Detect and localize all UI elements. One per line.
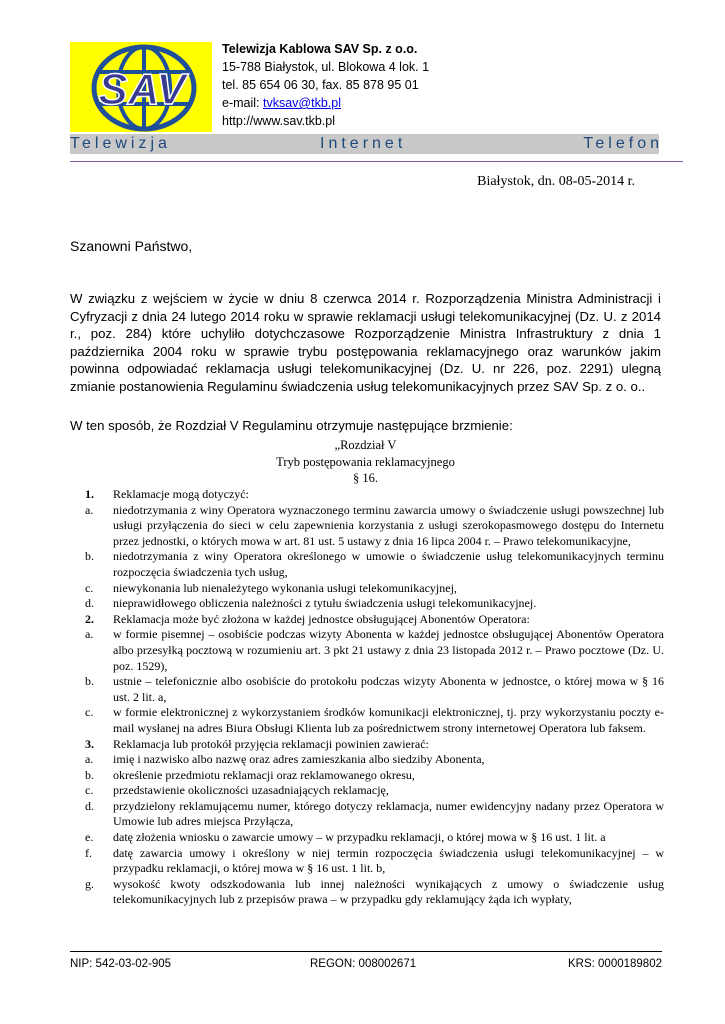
intro-paragraph: W związku z wejściem w życie w dniu 8 czerwca 2014 r. Rozporządzenia Ministra Administracji i Cyfryzacji z dnia 24 lutego 2014 roku w sprawie reklamacji usługi telekomunikacyjnej (Dz. U. z 2014 r., poz. 284) które uchyliło dotychczasowe Rozporządzenie Ministra Infrastruktury z dnia 1 października 2004 roku w sprawie trybu postępowania reklamacyjnego oraz warunków jakim powinna odpowiadać reklamacja usługi telekomunikacyjnej (Dz. U. nr 226, poz. 2291) ulegną zmianie postanowienia Regulaminu świadczenia usług telekomunikacyjnych przez SAV Sp. z o. o.. [70, 291, 661, 394]
logo-text: SAV [98, 65, 186, 114]
list-item [85, 768, 664, 784]
list-marker: e. [85, 830, 94, 845]
list-item [85, 783, 664, 799]
list-marker: 1. [85, 487, 94, 501]
company-info [222, 40, 429, 130]
service-internet: Internet [320, 135, 407, 152]
list-marker: 2. [85, 611, 94, 626]
globe-logo-icon [70, 42, 212, 132]
company-name: Telewizja Kablowa SAV Sp. z o.o. [222, 42, 418, 56]
footer-regon: REGON: 008002671 [310, 958, 417, 970]
list-item [85, 799, 664, 830]
list-marker: a. [85, 752, 94, 767]
list-marker: 3. [85, 736, 94, 751]
list-marker: c. [85, 705, 94, 720]
list-item [85, 581, 664, 597]
list-text: wysokość kwoty odszkodowania lub innej należności wynikających z umowy o świadczenie usług telekomunikacyjnych lub z przepisów prawa – w przypadku gdy reklamujący żąda ich wypłaty, [113, 876, 664, 907]
list-marker: g. [85, 876, 94, 891]
service-tv: Telewizja [70, 135, 171, 152]
list-item [85, 846, 664, 877]
footer-nip: NIP: 542-03-02-905 [70, 958, 172, 970]
list-text: ustnie – telefonicznie albo osobiście do protokołu podczas wizyty Abonenta w jednostce, o której mowa w § 16 ust. 2 lit. a, [113, 674, 664, 704]
list-item [85, 487, 664, 503]
list-text: Reklamacja może być złożona w każdej jednostce obsługującej Abonentów Operatora: [113, 611, 530, 626]
services-band [70, 134, 663, 154]
list-text: w formie elektronicznej z wykorzystaniem środków komunikacji elektronicznej, tj. przy wykorzystaniu poczty e-mail wysłanej na adres Biura Obsługi Klienta lub za pośrednictwem strony internetowej Operatora lub faksem. [113, 705, 664, 735]
list-item [85, 737, 664, 753]
company-email-line [222, 94, 429, 112]
list-item [85, 830, 664, 846]
list-text: niewykonania lub nienależytego wykonania usługi telekomunikacyjnej, [113, 580, 457, 595]
list-text: Reklamacje mogą dotyczyć: [113, 487, 249, 501]
list-marker: b. [85, 767, 94, 782]
company-address: 15-788 Białystok, ul. Blokowa 4 lok. 1 [222, 60, 430, 74]
service-phone: Telefon [583, 135, 663, 152]
list-item [85, 612, 664, 628]
chapter-title: „Rozdział V [334, 438, 397, 452]
company-website[interactable]: http://www.sav.tkb.pl [222, 114, 336, 128]
chapter-subtitle: Tryb postępowania reklamacyjnego [276, 455, 455, 469]
list-marker: b. [85, 674, 94, 689]
list-item [85, 503, 664, 550]
list-item [85, 752, 664, 768]
section-number: § 16. [353, 471, 378, 485]
list-marker: a. [85, 627, 94, 642]
list-text: datę złożenia wniosku o zawarcie umowy – w przypadku reklamacji, o której mowa w § 16 ust. 1 lit. a [113, 830, 606, 845]
company-phone: tel. 85 654 06 30, fax. 85 878 95 01 [222, 78, 419, 92]
header-divider [70, 161, 683, 162]
list-text: przedstawienie okoliczności uzasadniających reklamację, [113, 783, 389, 798]
email-link[interactable]: tvksav@tkb.pl [262, 96, 341, 110]
list-text: niedotrzymania z winy Operatora określonego w umowie o świadczenie usług telekomunikacyjnych terminu rozpoczęcia świadczenia tych usług, [113, 549, 664, 579]
letter-date: Białystok, dn. 08-05-2014 r. [477, 174, 635, 189]
list-text: niedotrzymania z winy Operatora wyznaczonego terminu zawarcia umowy o świadczenie usługi powszechnej lub usługi przyłączenia do sieci w celu zapewnienia korzystania z usługi szerokopasmowego dostępu do Internetu przez jednostki, o których mowa w art. 81 ust. 5 ustawy z dnia 16 lipca 2004 r. – Prawo telekomunikacyjne, [113, 502, 664, 548]
greeting: Szanowni Państwo, [70, 238, 193, 254]
list-marker: c. [85, 783, 94, 798]
list-item [85, 705, 664, 736]
list-marker: f. [85, 845, 92, 860]
list-text: Reklamacja lub protokół przyjęcia reklamacji powinien zawierać: [113, 736, 429, 751]
list-text: datę zawarcia umowy i określony w niej termin rozpoczęcia świadczenia usługi telekomunikacyjnej – w przypadku reklamacji, o której mowa w § 16 ust. 1 lit. b, [113, 845, 664, 876]
regulation-list [85, 487, 664, 908]
email-label: e-mail: [222, 96, 263, 110]
list-item [85, 549, 664, 580]
list-item [85, 627, 664, 674]
list-marker: d. [85, 798, 94, 813]
list-item [85, 596, 664, 612]
intro-paragraph-2: W ten sposób, że Rozdział V Regulaminu otrzymuje następujące brzmienie: [70, 418, 513, 433]
list-marker: b. [85, 549, 94, 564]
list-text: w formie pisemnej – osobiście podczas wizyty Abonenta w każdej jednostce obsługującej Abonentów Operatora albo przesyłką pocztową w rozumieniu art. 3 pkt 21 ustawy z dnia 23 listopada 2012 r. – Prawo pocztowe (Dz. U. poz. 1529), [113, 627, 664, 673]
footer-divider [70, 951, 662, 952]
list-text: nieprawidłowego obliczenia należności z tytułu świadczenia usługi telekomunikacyjnej. [113, 596, 537, 611]
list-item [85, 877, 664, 908]
list-marker: c. [85, 580, 94, 595]
list-item [85, 674, 664, 705]
list-text: określenie przedmiotu reklamacji oraz reklamowanego okresu, [113, 767, 415, 782]
list-marker: a. [85, 502, 94, 517]
list-text: przydzielony reklamującemu numer, którego dotyczy reklamacja, numer ewidencyjny nadany przez Operatora w Umowie lub adres miejsca Przyłącza, [113, 798, 664, 829]
footer-krs: KRS: 0000189802 [568, 958, 662, 970]
list-marker: d. [85, 596, 94, 611]
list-text: imię i nazwisko albo nazwę oraz adres zamieszkania albo siedziby Abonenta, [113, 752, 485, 767]
company-logo [70, 42, 212, 132]
